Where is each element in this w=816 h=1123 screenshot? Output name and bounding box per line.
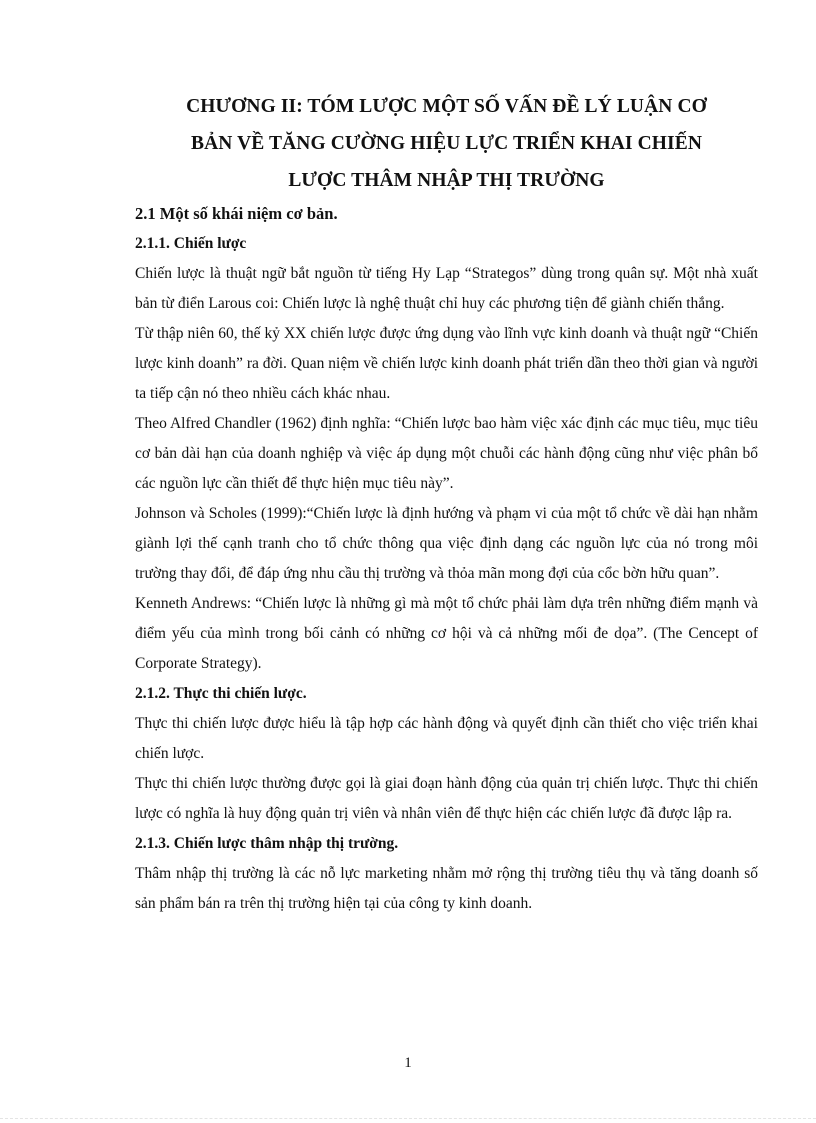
paragraph: Thâm nhập thị trường là các nỗ lực marketing nhằm mở rộng thị trường tiêu thụ và tăng doanh số sản phẩm bán ra trên thị trường hiện tại của công ty kinh doanh. (135, 865, 758, 912)
paragraph: Theo Alfred Chandler (1962) định nghĩa: “Chiến lược bao hàm việc xác định các mục tiêu, mục tiêu cơ bản dài hạn của doanh nghiệp và việc áp dụng một chuỗi các hành động cũng như việc phân bổ các nguồn lực cần thiết để thực hiện mục tiêu này”. (135, 415, 758, 492)
page-number: 1 (404, 1055, 412, 1071)
paragraph: Thực thi chiến lược được hiểu là tập hợp các hành động và quyết định cần thiết cho việc triển khai chiến lược. (135, 715, 758, 762)
paragraph: Chiến lược là thuật ngữ bắt nguồn từ tiếng Hy Lạp “Strategos” dùng trong quân sự. Một nhà xuất bản từ điển Larous coi: Chiến lược là nghệ thuật chỉ huy các phương tiện để giành chiến thắng. (135, 265, 758, 312)
paragraph: Thực thi chiến lược thường được gọi là giai đoạn hành động của quản trị chiến lược. Thực thi chiến lược có nghĩa là huy động quản trị viên và nhân viên để thực hiện các chiến lược đã được lập ra. (135, 775, 758, 822)
paragraph: Từ thập niên 60, thế kỷ XX chiến lược được ứng dụng vào lĩnh vực kinh doanh và thuật ngữ “Chiến lược kinh doanh” ra đời. Quan niệm về chiến lược kinh doanh phát triển dần theo thời gian và người ta tiếp cận nó theo nhiều cách khác nhau. (135, 325, 758, 402)
paragraph: Kenneth Andrews: “Chiến lược là những gì mà một tổ chức phải làm dựa trên những điểm mạnh và điểm yếu của mình trong bối cảnh có những cơ hội và cả những mối đe dọa”. (The Cencept of Corporate Strategy). (135, 595, 758, 672)
section-heading-2-1-2: 2.1.2. Thực thi chiến lược. (135, 685, 307, 702)
section-heading-2-1: 2.1 Một số khái niệm cơ bản. (135, 204, 338, 223)
paragraph: Johnson và Scholes (1999):“Chiến lược là định hướng và phạm vi của một tổ chức về dài hạn nhằm giành lợi thế cạnh tranh cho tổ chức thông qua việc định dạng các nguồn lực của nó trong môi trường thay đổi, để đáp ứng nhu cầu thị trường và thỏa mãn mong đợi của cổc bờn hữu quan”. (135, 505, 758, 582)
document-page (135, 88, 758, 919)
chapter-title-line-3: LƯỢC THÂM NHẬP THỊ TRƯỜNG (288, 170, 605, 191)
page-bottom-divider (0, 1118, 816, 1119)
section-heading-2-1-1: 2.1.1. Chiến lược (135, 235, 247, 252)
section-heading-2-1-3: 2.1.3. Chiến lược thâm nhập thị trường. (135, 835, 399, 852)
chapter-title-line-2: BẢN VỀ TĂNG CƯỜNG HIỆU LỰC TRIỂN KHAI CHIẾN (190, 133, 702, 154)
chapter-title (135, 88, 758, 199)
chapter-title-line-1: CHƯƠNG II: TÓM LƯỢC MỘT SỐ VẤN ĐỀ LÝ LUẬN CƠ (186, 96, 707, 117)
